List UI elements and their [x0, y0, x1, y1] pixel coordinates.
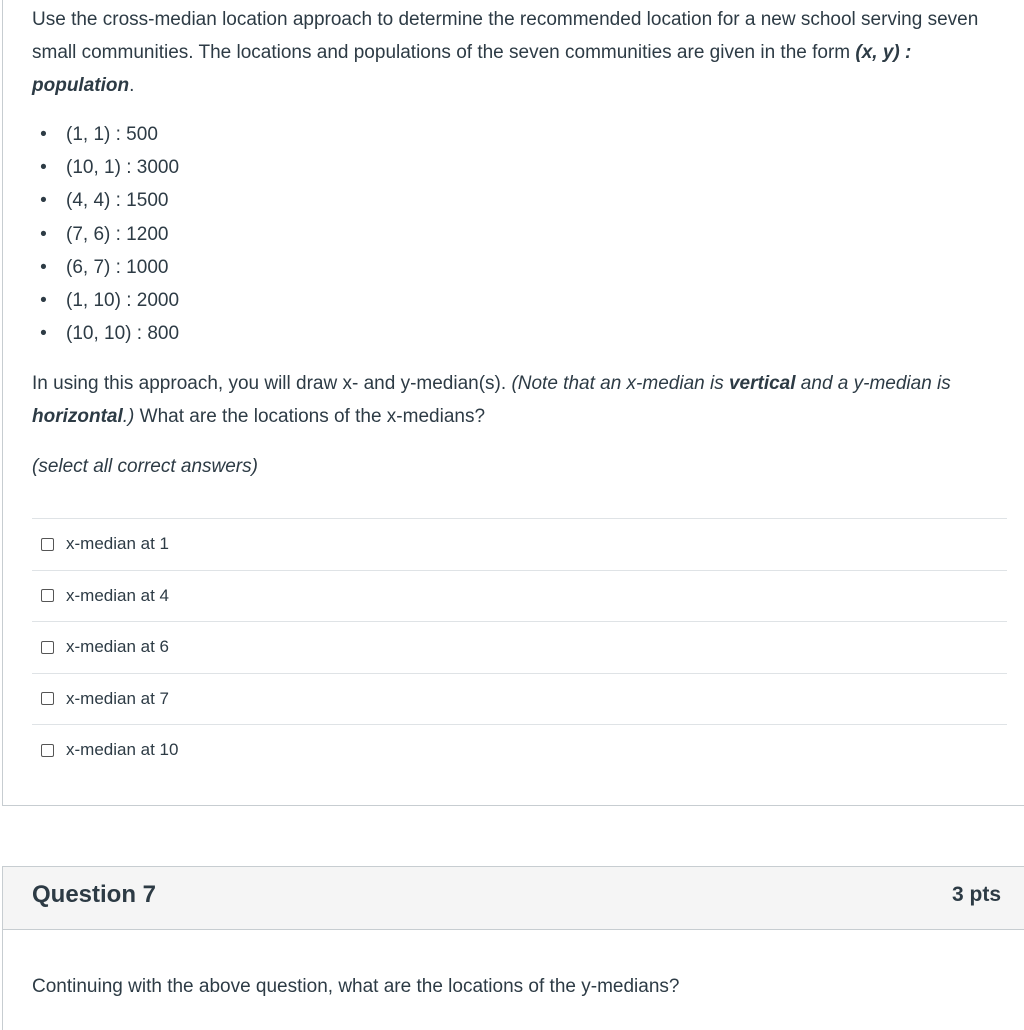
bullet-icon: •	[40, 290, 47, 312]
checkbox[interactable]	[41, 589, 54, 602]
answer-label: x-median at 7	[66, 688, 169, 708]
question-text: Continuing with the above question, what are the locations of the y-medians?	[32, 976, 680, 997]
answer-list	[32, 518, 1007, 776]
note-vertical: vertical	[728, 373, 796, 394]
answer-label: x-median at 4	[66, 585, 169, 605]
community-text: (1, 10) : 2000	[66, 290, 180, 312]
community-text: (7, 6) : 1200	[66, 223, 169, 245]
bullet-icon: •	[40, 190, 47, 212]
checkbox[interactable]	[41, 641, 54, 654]
question-prompt	[32, 367, 1007, 433]
list-item	[21, 317, 179, 350]
question-6-body	[2, 0, 1024, 806]
answer-option[interactable]	[32, 518, 1007, 570]
answer-option[interactable]	[32, 621, 1007, 673]
prompt-question: What are the locations of the x-medians?	[134, 406, 486, 427]
community-list	[21, 118, 179, 350]
checkbox[interactable]	[41, 744, 54, 757]
list-item	[21, 284, 179, 317]
checkbox[interactable]	[41, 538, 54, 551]
bullet-icon: •	[40, 157, 47, 179]
intro-text: Use the cross-median location approach to determine the recommended location for a new school serving seven small communities. The locations and populations of the seven communities are given in the form	[32, 9, 979, 63]
question-points: 3 pts	[951, 883, 1001, 906]
answer-option[interactable]	[32, 724, 1007, 776]
intro-format: (x, y) : population	[32, 42, 912, 96]
select-hint: (select all correct answers)	[32, 456, 258, 477]
community-text: (1, 1) : 500	[66, 124, 158, 146]
note-horizontal: horizontal	[32, 406, 123, 427]
note-text-2: and a y-median is	[795, 373, 951, 394]
list-item	[21, 251, 179, 284]
answer-label: x-median at 10	[66, 740, 179, 760]
community-text: (6, 7) : 1000	[66, 256, 169, 278]
question-7-body	[2, 930, 1024, 1030]
question-7-header	[2, 866, 1024, 930]
community-text: (4, 4) : 1500	[66, 190, 169, 212]
list-item	[21, 151, 179, 184]
checkbox[interactable]	[41, 692, 54, 705]
prompt-text: In using this approach, you will draw x- and y-median(s).	[32, 373, 512, 394]
bullet-icon: •	[40, 223, 47, 245]
intro-end: .	[129, 75, 135, 96]
answer-option[interactable]	[32, 673, 1007, 725]
bullet-icon: •	[40, 256, 47, 278]
list-item	[21, 184, 179, 217]
question-intro	[32, 3, 1007, 102]
answer-option[interactable]	[32, 570, 1007, 622]
question-title: Question 7	[32, 881, 157, 908]
community-text: (10, 10) : 800	[66, 323, 180, 345]
answer-label: x-median at 1	[66, 534, 169, 554]
note-text-1: (Note that an x-median is	[511, 373, 729, 394]
list-item	[21, 118, 179, 151]
note-text-3: .)	[122, 406, 135, 427]
answer-label: x-median at 6	[66, 637, 169, 657]
list-item	[21, 218, 179, 251]
bullet-icon: •	[40, 124, 47, 146]
bullet-icon: •	[40, 323, 47, 345]
community-text: (10, 1) : 3000	[66, 157, 180, 179]
